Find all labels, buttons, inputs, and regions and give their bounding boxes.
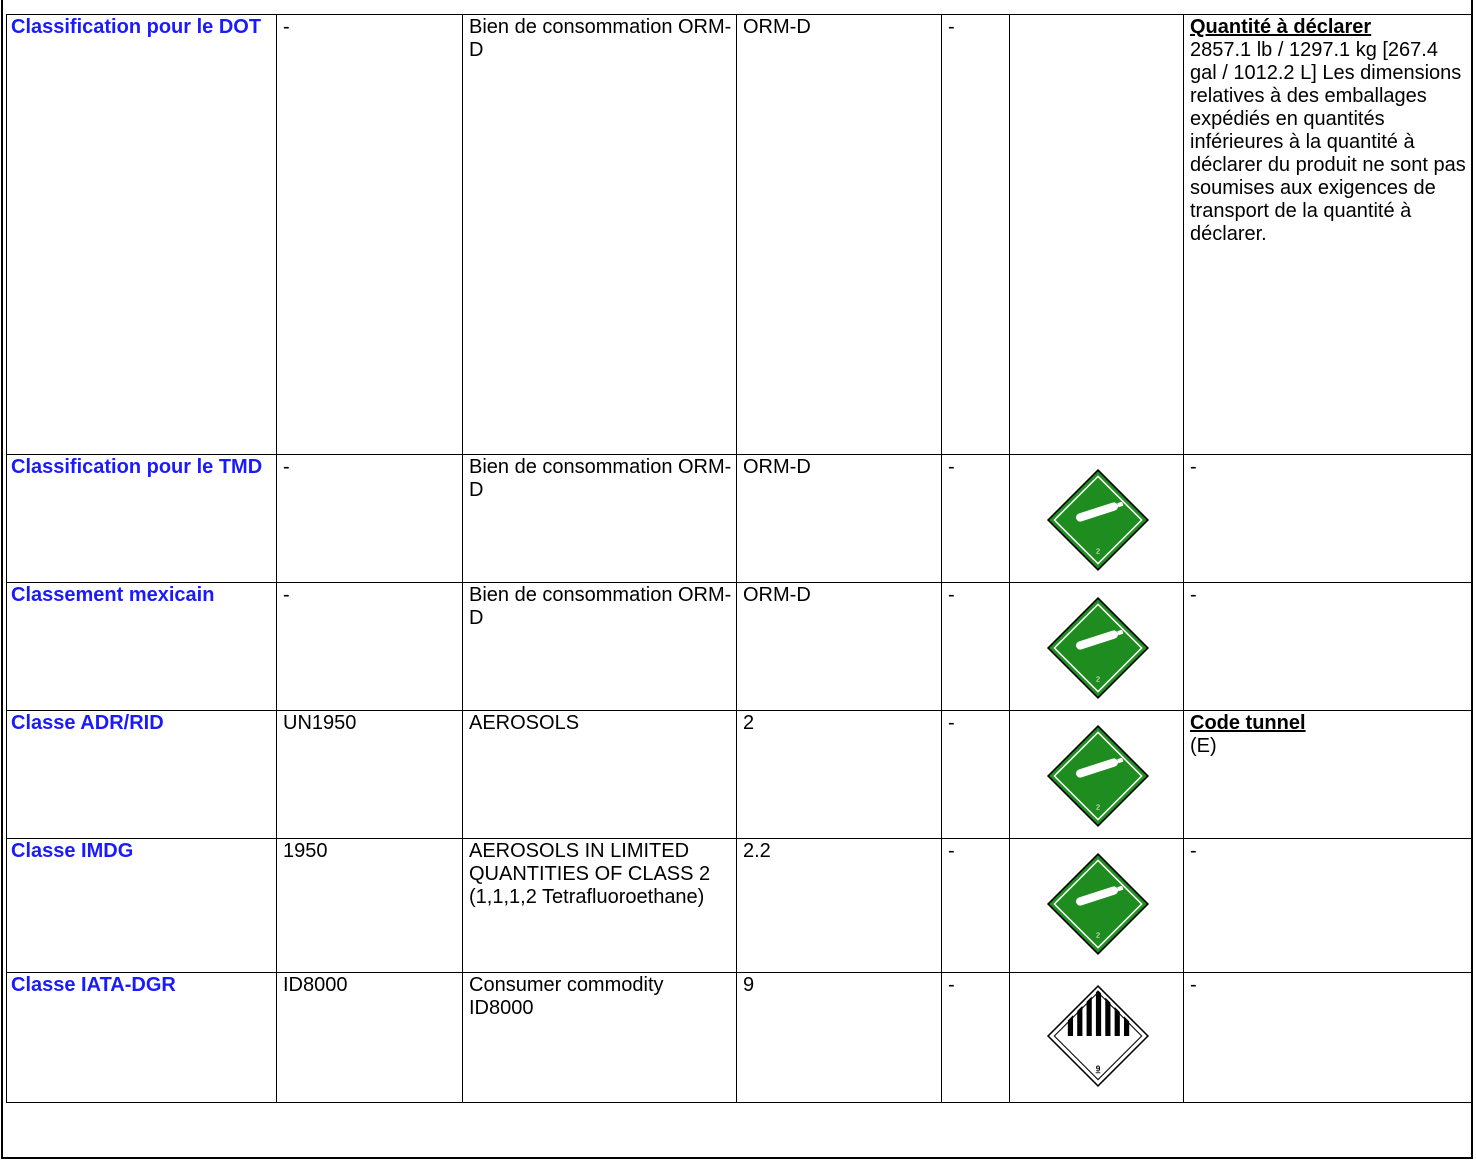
shipping-name-cell: Bien de consommation ORM-D (463, 15, 737, 455)
note-text: - (1190, 584, 1197, 606)
gas-cylinder-icon (1046, 852, 1150, 956)
un-number-cell: 1950 (277, 839, 463, 973)
un-number-cell: - (277, 15, 463, 455)
packing-group-cell: - (942, 583, 1010, 711)
un-number-cell: - (277, 455, 463, 583)
packing-group-cell: - (942, 15, 1010, 455)
shipping-name-cell: AEROSOLS IN LIMITED QUANTITIES OF CLASS 2 (1,1,1,2 Tetrafluoroethane) (463, 839, 737, 973)
note-cell (1184, 455, 1472, 583)
label-cell (1010, 839, 1184, 973)
shipping-name-cell: Bien de consommation ORM-D (463, 455, 737, 583)
shipping-name-cell: Bien de consommation ORM-D (463, 583, 737, 711)
hazard-class-cell: ORM-D (737, 455, 942, 583)
transport-classification-table (6, 14, 1472, 1103)
regulation-cell: Classe IMDG (7, 839, 277, 973)
label-number: 2 (1095, 674, 1100, 684)
un-number-cell: ID8000 (277, 973, 463, 1103)
class9-stripes-icon (1046, 984, 1150, 1088)
table-row (7, 455, 1472, 583)
note-cell (1184, 839, 1472, 973)
regulation-cell: Classement mexicain (7, 583, 277, 711)
note-cell (1184, 15, 1472, 455)
gas-cylinder-icon (1046, 724, 1150, 828)
label-number: 2 (1095, 930, 1100, 940)
un-number-cell: - (277, 583, 463, 711)
gas-cylinder-icon (1046, 468, 1150, 572)
label-cell (1010, 711, 1184, 839)
label-number: 9 (1095, 1063, 1100, 1074)
note-cell (1184, 711, 1472, 839)
table-row (7, 15, 1472, 455)
label-cell (1010, 583, 1184, 711)
hazard-class-cell: ORM-D (737, 15, 942, 455)
shipping-name-cell: Consumer commodity ID8000 (463, 973, 737, 1103)
table-row (7, 583, 1472, 711)
label-number: 2 (1095, 802, 1100, 812)
gas-cylinder-icon (1046, 596, 1150, 700)
table-row (7, 839, 1472, 973)
shipping-name-cell: AEROSOLS (463, 711, 737, 839)
hazard-class-cell: 9 (737, 973, 942, 1103)
packing-group-cell: - (942, 455, 1010, 583)
regulation-cell: Classe IATA-DGR (7, 973, 277, 1103)
label-number: 2 (1095, 546, 1100, 556)
note-text: 2857.1 lb / 1297.1 kg [267.4 gal / 1012.2 L] Les dimensions relatives à des emballages expédiés en quantités inférieures à la quantité à déclarer du produit ne sont pas soumises aux exigences de transport de la quantité à déclarer. (1190, 39, 1466, 245)
label-cell (1010, 15, 1184, 455)
hazard-class-cell: ORM-D (737, 583, 942, 711)
label-cell (1010, 973, 1184, 1103)
hazard-class-cell: 2.2 (737, 839, 942, 973)
table-row (7, 973, 1472, 1103)
note-title: Quantité à déclarer (1190, 16, 1372, 38)
packing-group-cell: - (942, 973, 1010, 1103)
note-text: - (1190, 456, 1197, 478)
regulation-cell: Classe ADR/RID (7, 711, 277, 839)
note-cell (1184, 973, 1472, 1103)
packing-group-cell: - (942, 711, 1010, 839)
regulation-cell: Classification pour le TMD (7, 455, 277, 583)
packing-group-cell: - (942, 839, 1010, 973)
note-text: - (1190, 840, 1197, 862)
note-title: Code tunnel (1190, 712, 1306, 734)
un-number-cell: UN1950 (277, 711, 463, 839)
note-text: (E) (1190, 735, 1217, 757)
label-cell (1010, 455, 1184, 583)
regulation-cell: Classification pour le DOT (7, 15, 277, 455)
note-cell (1184, 583, 1472, 711)
table-row (7, 711, 1472, 839)
hazard-class-cell: 2 (737, 711, 942, 839)
note-text: - (1190, 974, 1197, 996)
